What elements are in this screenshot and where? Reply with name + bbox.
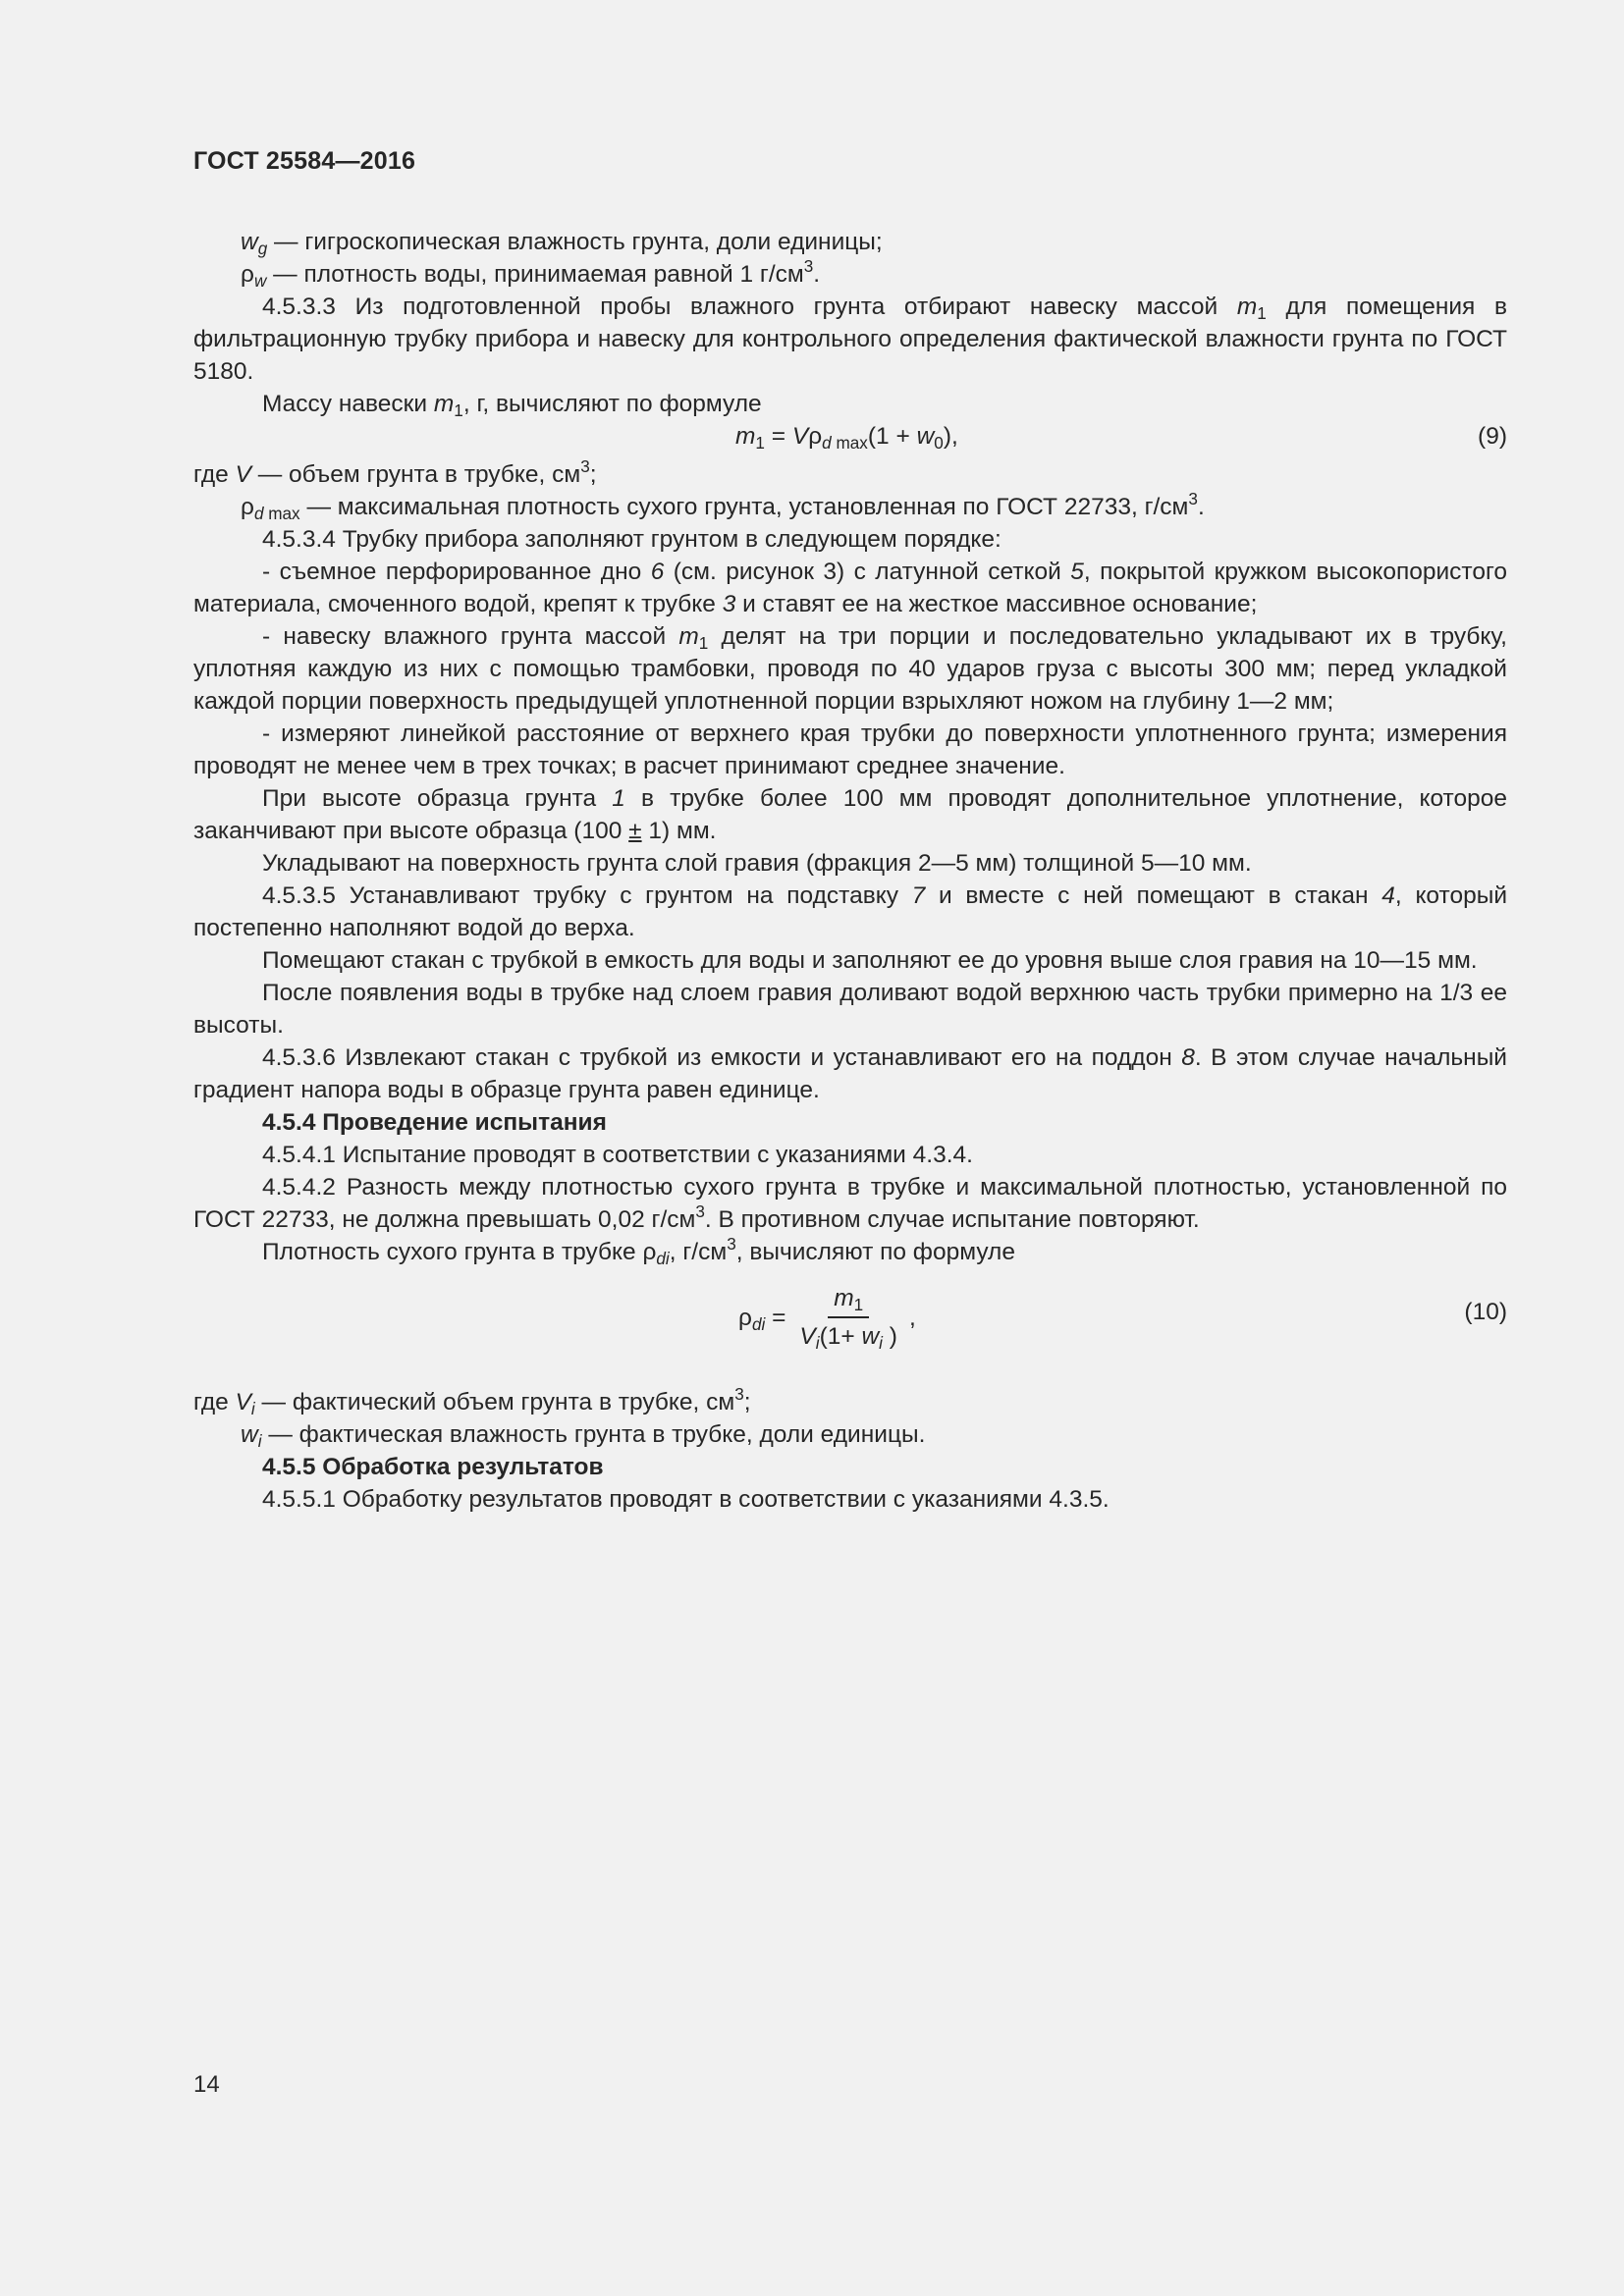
paragraph-wi-definition: $w_i$ — фактическая влажность грунта в трубке, доли единицы. bbox=[241, 1421, 926, 1451]
section-heading-4-5-5: 4.5.5 Обработка результатов bbox=[262, 1454, 604, 1480]
formula-10-numerator: $m_1$ bbox=[828, 1282, 869, 1318]
paragraph-4-5-4-2: 4.5.4.2 Разность между плотностью сухого грунта в трубке и максимальной плотностью, установленной по ГОСТ 22733, не должна превышать 0,02 $г/см^3$. В противном случае испытание повторяют. bbox=[193, 1174, 1507, 1233]
formula-10 bbox=[193, 1274, 1507, 1368]
formula-9-expression: $m_1 = V\rho_{d max}(1 + w_0)$, bbox=[735, 423, 958, 453]
formula-10-fraction bbox=[793, 1282, 903, 1353]
paragraph-portions-step: - навеску влажного грунта массой $m_1$ делят на три порции и последовательно укладывают их в трубку, уплотняя каждую из них с помощью трамбовки, проводя по 40 ударов груза с высоты 300 мм; перед укладкой каждой порции поверхность предыдущей уплотненной порции взрыхляют ножом на глубину 1—2 мм; bbox=[193, 623, 1507, 715]
paragraph-top-up: После появления воды в трубке над слоем гравия доливают водой верхнюю часть трубки примерно на 1/3 ее высоты. bbox=[193, 980, 1507, 1039]
formula-9-number: (9) bbox=[1478, 423, 1507, 450]
formula-9 bbox=[193, 420, 1507, 455]
document-body bbox=[193, 226, 1507, 1516]
section-heading-4-5-4: 4.5.4 Проведение испытания bbox=[262, 1109, 607, 1136]
paragraph-wg-definition: $w_g$ — гигроскопическая влажность грунта, доли единицы; bbox=[241, 229, 883, 258]
paragraph-4-5-3-4: 4.5.3.4 Трубку прибора заполняют грунтом в следующем порядке: bbox=[262, 526, 1001, 553]
paragraph-density-formula-intro: Плотность сухого грунта в трубке $\rho_{di}$, $г/см^3$, вычисляют по формуле bbox=[262, 1234, 1015, 1268]
document-header: ГОСТ 25584—2016 bbox=[193, 147, 416, 175]
page-number: 14 bbox=[193, 2071, 220, 2098]
paragraph-4-5-3-6: 4.5.3.6 Извлекают стакан с трубкой из емкости и устанавливают его на поддон 8. В этом случае начальный градиент напора воды в образце грунта равен единице. bbox=[193, 1044, 1507, 1103]
paragraph-extra-compaction: При высоте образца грунта 1 в трубке более 100 мм проводят дополнительное уплотнение, которое заканчивают при высоте образца (100 ± 1) мм. bbox=[193, 785, 1508, 844]
paragraph-4-5-3-5: 4.5.3.5 Устанавливают трубку с грунтом на подставку 7 и вместе с ней помещают в стакан 4, который постепенно наполняют водой до верха. bbox=[193, 882, 1508, 941]
paragraph-bottom-step: - съемное перфорированное дно 6 (см. рисунок 3) с латунной сеткой 5, покрытой кружком высокопористого материала, смоченного водой, крепят к трубке 3 и ставят ее на жесткое массивное основание; bbox=[193, 559, 1507, 617]
formula-10-number: (10) bbox=[1464, 1299, 1507, 1325]
formula-10-denominator: $V_i(1+ w_i$ ) bbox=[799, 1323, 897, 1353]
formula-10-expression: $\rho_{di}$ = $\frac{m_1}{V_i(1+ w_i )}$ , bbox=[738, 1282, 916, 1353]
paragraph-rhow-definition: $\rho_w$ — плотность воды, принимаемая равной 1 $г/см^3$. bbox=[241, 256, 821, 291]
paragraph-v-definition: где V — объем грунта в трубке, $см^3$; bbox=[193, 456, 597, 488]
paragraph-rhodmax-definition: $\rho_{d max}$ — максимальная плотность сухого грунта, установленная по ГОСТ 22733, $г/см^3$. bbox=[241, 489, 1205, 523]
paragraph-4-5-4-1: 4.5.4.1 Испытание проводят в соответствии с указаниями 4.3.4. bbox=[262, 1142, 973, 1168]
paragraph-water-tank: Помещают стакан с трубкой в емкость для воды и заполняют ее до уровня выше слоя гравия на 10—15 мм. bbox=[262, 947, 1478, 974]
paragraph-measure-step: - измеряют линейкой расстояние от верхнего края трубки до поверхности уплотненного грунта; измерения проводят не менее чем в трех точках; в расчет принимают среднее значение. bbox=[193, 721, 1507, 779]
paragraph-4-5-5-1: 4.5.5.1 Обработку результатов проводят в соответствии с указаниями 4.3.5. bbox=[262, 1486, 1110, 1513]
paragraph-vi-definition: где $V_i$ — фактический объем грунта в трубке, $см^3$; bbox=[193, 1384, 751, 1418]
paragraph-gravel-layer: Укладывают на поверхность грунта слой гравия (фракция 2—5 мм) толщиной 5—10 мм. bbox=[262, 850, 1252, 877]
paragraph-mass-formula-intro: Массу навески $m_1$, г, вычисляют по формуле bbox=[262, 391, 762, 420]
paragraph-4-5-3-3: 4.5.3.3 Из подготовленной пробы влажного грунта отбирают навеску массой $m_1$ для помещения в фильтрационную трубку прибора и навеску для контрольного определения фактической влажности грунта по ГОСТ 5180. bbox=[193, 294, 1507, 385]
